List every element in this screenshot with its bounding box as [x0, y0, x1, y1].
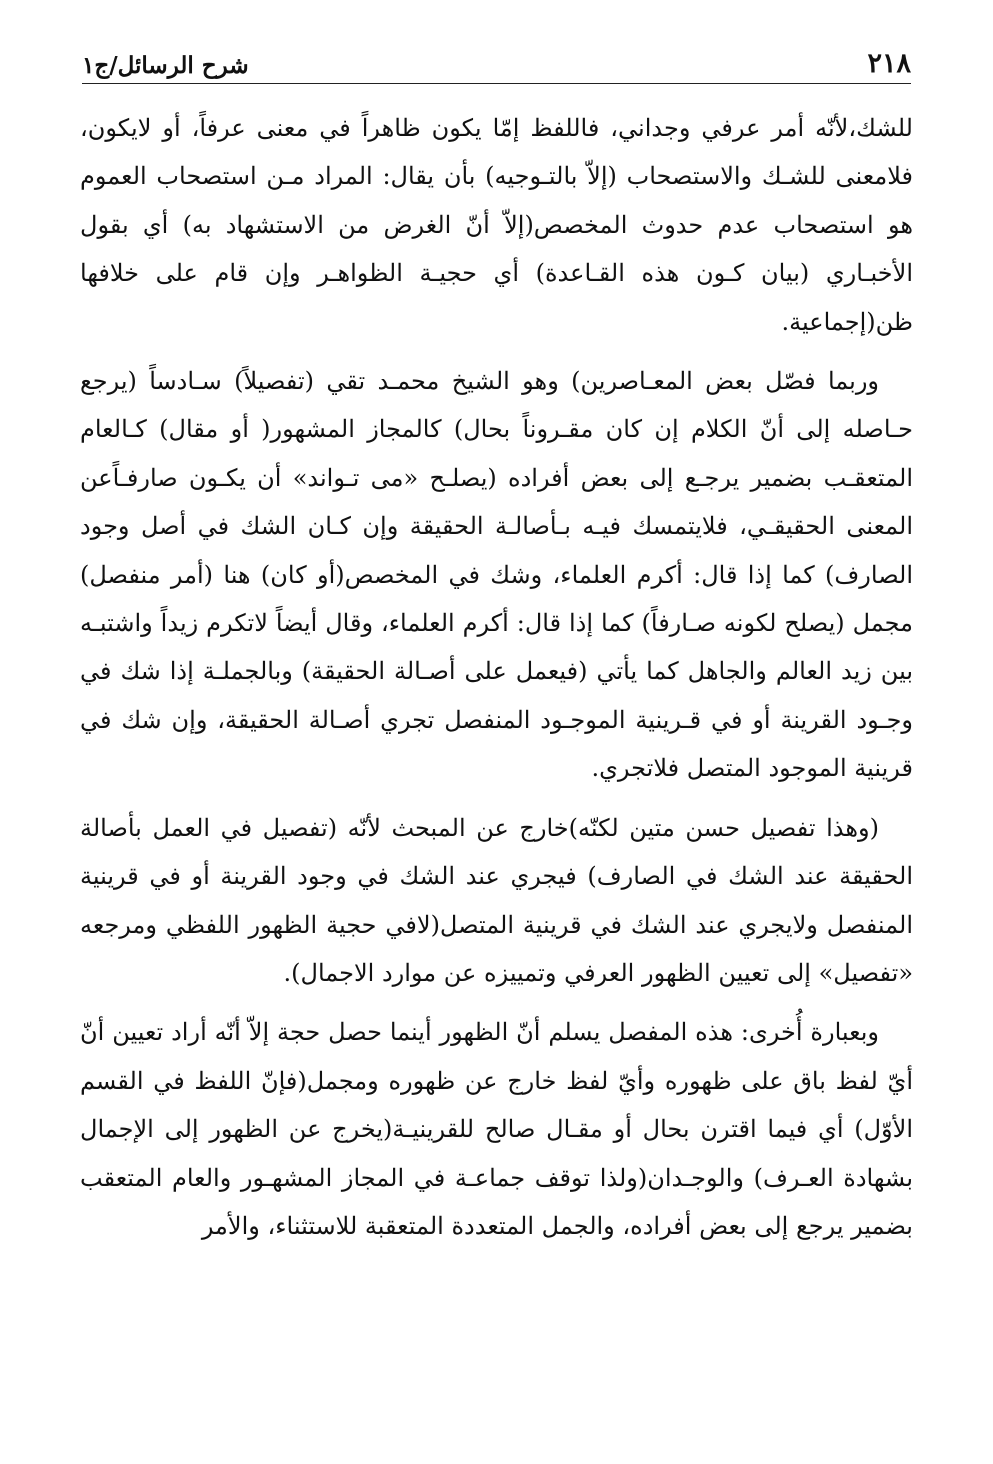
page-header: [82, 46, 911, 84]
running-title: شرح الرسائل/ج١: [82, 52, 249, 79]
paragraph-1: للشك،لأنّه أمر عرفي وجداني، فاللفظ إمّا يكون ظاهراً في معنى عرفاً، أو لايكون، فلامعنى للشـك والاستصحاب (إلاّ بالتـوجيه) بأن يقال: المراد مـن استصحاب العموم هو استصحاب عدم حدوث المخصص(إلاّ أنّ الغرض من الاستشهاد به) أي بقول الأخبـاري (بيان كـون هذه القـاعدة) أي حجيـة الظواهـر وإن قام على خلافها ظن(إجماعية.: [80, 114, 913, 336]
paragraph-4: وبعبارة أُخرى: هذه المفصل يسلم أنّ الظهور أينما حصل حجة إلاّ أنّه أراد تعيين أنّ أيّ لفظ باق على ظهوره وأيّ لفظ خارج عن ظهوره ومجمل(فإنّ اللفظ في القسم الأوّل) أي فيما اقترن بحال أو مقـال صالح للقرينيـة(يخرج عن الظهور إلى الإجمال بشهادة العـرف) والوجـدان(ولذا توقف جماعـة في المجاز المشهـور والعام المتعقب بضمير يرجع إلى بعض أفراده، والجمل المتعددة المتعقبة للاستثناء، والأمر: [80, 1018, 913, 1240]
paragraph-2: وربما فصّل بعض المعـاصرين) وهو الشيخ محمـد تقي (تفصيلاً) سـادساً (يرجع حـاصله إلى أنّ الكلام إن كان مقـروناً بحال) كالمجاز المشهور( أو مقال) كـالعام المتعقـب بضمير يرجـع إلى بعض أفراده (يصلـح «مى تـواند» أن يكـون صارفـاًعن المعنى الحقيقـي، فلايتمسك فيـه بـأصالـة الحقيقة وإن كـان الشك في أصل وجود الصارف) كما إذا قال: أكرم العلماء، وشك في المخصص(أو كان) هنا (أمر منفصل) مجمل (يصلح لكونه صـارفاً) كما إذا قال: أكرم العلماء، وقال أيضاً لاتكرم زيداً واشتبـه بين زيد العالم والجاهل كما يأتي (فيعمل على أصـالة الحقيقة) وبالجملـة إذا شك في وجـود القرينة أو في قـرينية الموجـود المنفصل تجري أصـالة الحقيقة، وإن شك في قرينية الموجود المتصل فلاتجري.: [80, 367, 913, 783]
page-number: ٢١٨: [867, 48, 911, 79]
body-text: [80, 104, 913, 1261]
paragraph-3: (وهذا تفصيل حسن متين لكنّه)خارج عن المبحث لأنّه (تفصيل في العمل بأصالة الحقيقة عند الشك في الصارف) فيجري عند الشك في وجود القرينة أو في قرينية المنفصل ولايجري عند الشك في قرينية المتصل(لافي حجية الظهور اللفظي ومرجعه «تفصيل» إلى تعيين الظهور العرفي وتمييزه عن موارد الاجمال).: [80, 813, 913, 987]
